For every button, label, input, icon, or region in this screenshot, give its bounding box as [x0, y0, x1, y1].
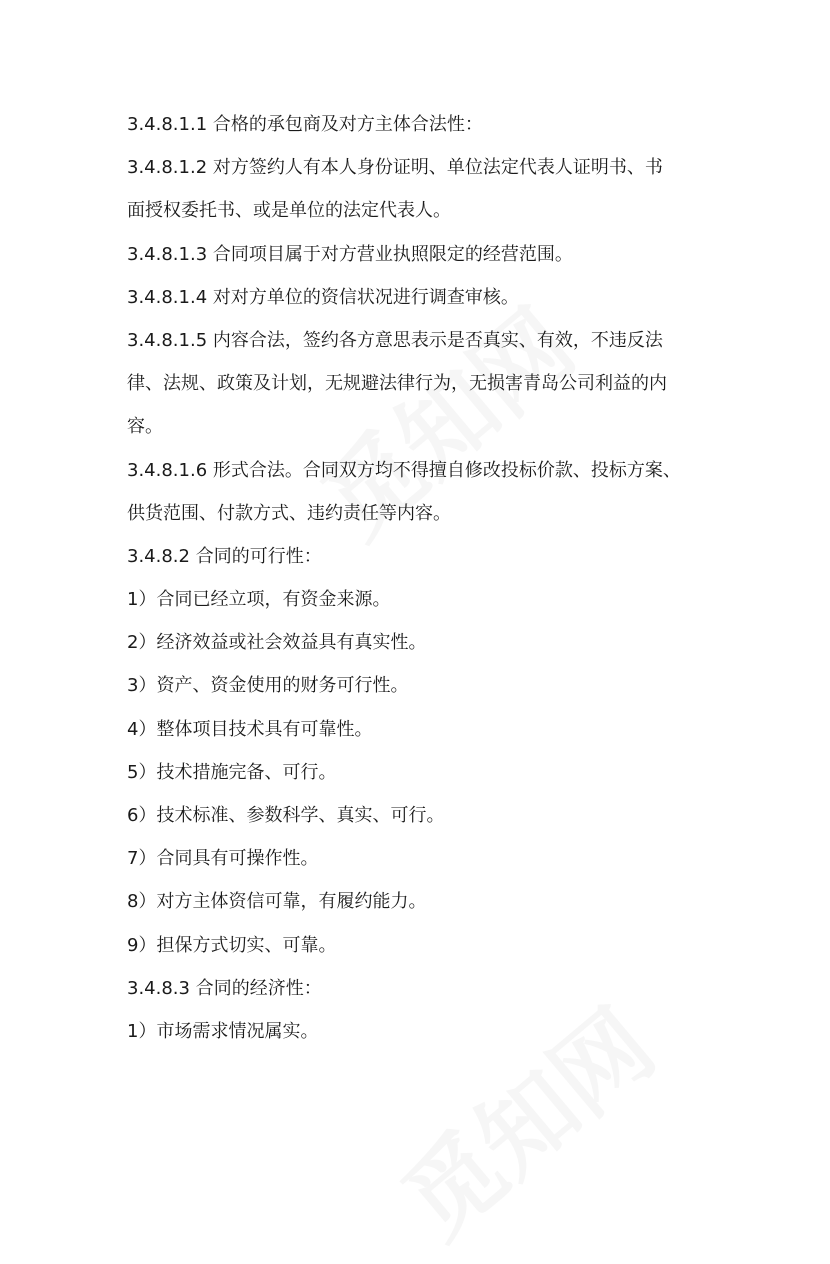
paragraph [127, 1010, 707, 1053]
text-line: 容。 [127, 416, 163, 438]
text-line: 3.4.8.1.4 对对方单位的资信状况进行调查审核。 [127, 286, 519, 308]
text-line: 4）整体项目技术具有可靠性。 [127, 718, 373, 740]
paragraph [127, 535, 707, 578]
text-line: 1）合同已经立项，有资金来源。 [127, 589, 391, 611]
text-line: 3.4.8.1.2 对方签约人有本人身份证明、单位法定代表人证明书、书 [127, 157, 663, 179]
text-line: 3.4.8.1.5 内容合法，签约各方意思表示是否真实、有效，不违反法 [127, 329, 663, 351]
text-line: 5）技术措施完备、可行。 [127, 761, 337, 783]
paragraph [127, 924, 707, 967]
text-line: 6）技术标准、参数科学、真实、可行。 [127, 805, 445, 826]
paragraph [127, 319, 707, 449]
text-line: 8）对方主体资信可靠，有履约能力。 [127, 891, 427, 913]
text-line: 7）合同具有可操作性。 [127, 848, 319, 870]
paragraph [127, 664, 707, 707]
text-line: 3.4.8.1.3 合同项目属于对方营业执照限定的经营范围。 [127, 243, 573, 265]
text-line: 律、法规、政策及计划，无规避法律行为，无损害青岛公司利益的内 [127, 373, 667, 395]
paragraph [127, 708, 707, 751]
paragraph [127, 233, 707, 276]
text-line: 面授权委托书、或是单位的法定代表人。 [127, 200, 451, 222]
paragraph [127, 794, 707, 837]
text-line: 3.4.8.1.6 形式合法。合同双方均不得擅自修改投标价款、投标方案、 [127, 459, 681, 481]
text-line: 3.4.8.2 合同的可行性： [127, 545, 322, 567]
paragraph [127, 276, 707, 319]
document-body [127, 103, 707, 1053]
paragraph [127, 578, 707, 621]
paragraph [127, 751, 707, 794]
paragraph [127, 621, 707, 664]
text-line: 3）资产、资金使用的财务可行性。 [127, 675, 409, 697]
paragraph [127, 449, 707, 535]
paragraph [127, 103, 707, 146]
text-line: 供货范围、付款方式、违约责任等内容。 [127, 502, 451, 524]
paragraph [127, 837, 707, 880]
text-line: 2）经济效益或社会效益具有真实性。 [127, 632, 427, 654]
text-line: 3.4.8.1.1 合格的承包商及对方主体合法性： [127, 114, 483, 135]
text-line: 9）担保方式切实、可靠。 [127, 934, 337, 956]
paragraph [127, 146, 707, 232]
paragraph [127, 880, 707, 923]
paragraph [127, 967, 707, 1010]
text-line: 1）市场需求情况属实。 [127, 1020, 319, 1042]
text-line: 3.4.8.3 合同的经济性： [127, 977, 322, 999]
